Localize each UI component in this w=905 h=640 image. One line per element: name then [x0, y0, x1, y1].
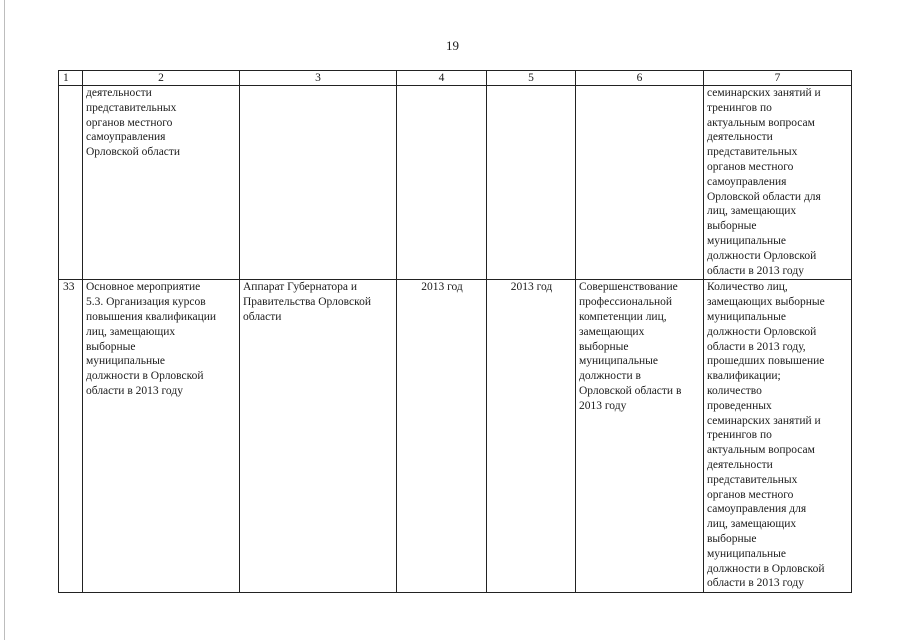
column-header-3: 3 [240, 71, 397, 86]
page-edge-line [4, 0, 5, 640]
column-header-2: 2 [83, 71, 240, 86]
event-cell: Основное мероприятие 5.3. Организация курсов повышения квалификации лиц, замещающих выборные муниципальные должности в Орловской области в 2013 году [83, 280, 240, 593]
event-cell: деятельности представительных органов местного самоуправления Орловской области [83, 86, 240, 280]
header-row [59, 71, 852, 86]
column-header-1: 1 [59, 71, 83, 86]
table-row [59, 86, 852, 280]
page-number: 19 [446, 38, 459, 53]
indicator-cell: Количество лиц, замещающих выборные муниципальные должности Орловской области в 2013 году, прошедших повышение квалификации; количество проведенных семинарских занятий и тренингов по актуальным вопросам деятельности представительных органов местного самоуправления для лиц, замещающих выборные муниципальные должности в Орловской области в 2013 году [704, 280, 852, 593]
column-header-4: 4 [397, 71, 487, 86]
start-date-cell: 2013 год [397, 280, 487, 593]
executor-cell [240, 86, 397, 280]
executor-cell: Аппарат Губернатора и Правительства Орловской области [240, 280, 397, 593]
expected-result-cell [576, 86, 704, 280]
row-number-cell: 33 [59, 280, 83, 593]
end-date-cell [487, 86, 576, 280]
column-header-7: 7 [704, 71, 852, 86]
column-header-5: 5 [487, 71, 576, 86]
program-table [58, 70, 852, 593]
start-date-cell [397, 86, 487, 280]
end-date-cell: 2013 год [487, 280, 576, 593]
column-header-6: 6 [576, 71, 704, 86]
table-row [59, 280, 852, 593]
expected-result-cell: Совершенствование профессиональной компетенции лиц, замещающих выборные муниципальные должности в Орловской области в 2013 году [576, 280, 704, 593]
indicator-cell: семинарских занятий и тренингов по актуальным вопросам деятельности представительных органов местного самоуправления Орловской области для лиц, замещающих выборные муниципальные должности Орловской области в 2013 году [704, 86, 852, 280]
row-number-cell [59, 86, 83, 280]
